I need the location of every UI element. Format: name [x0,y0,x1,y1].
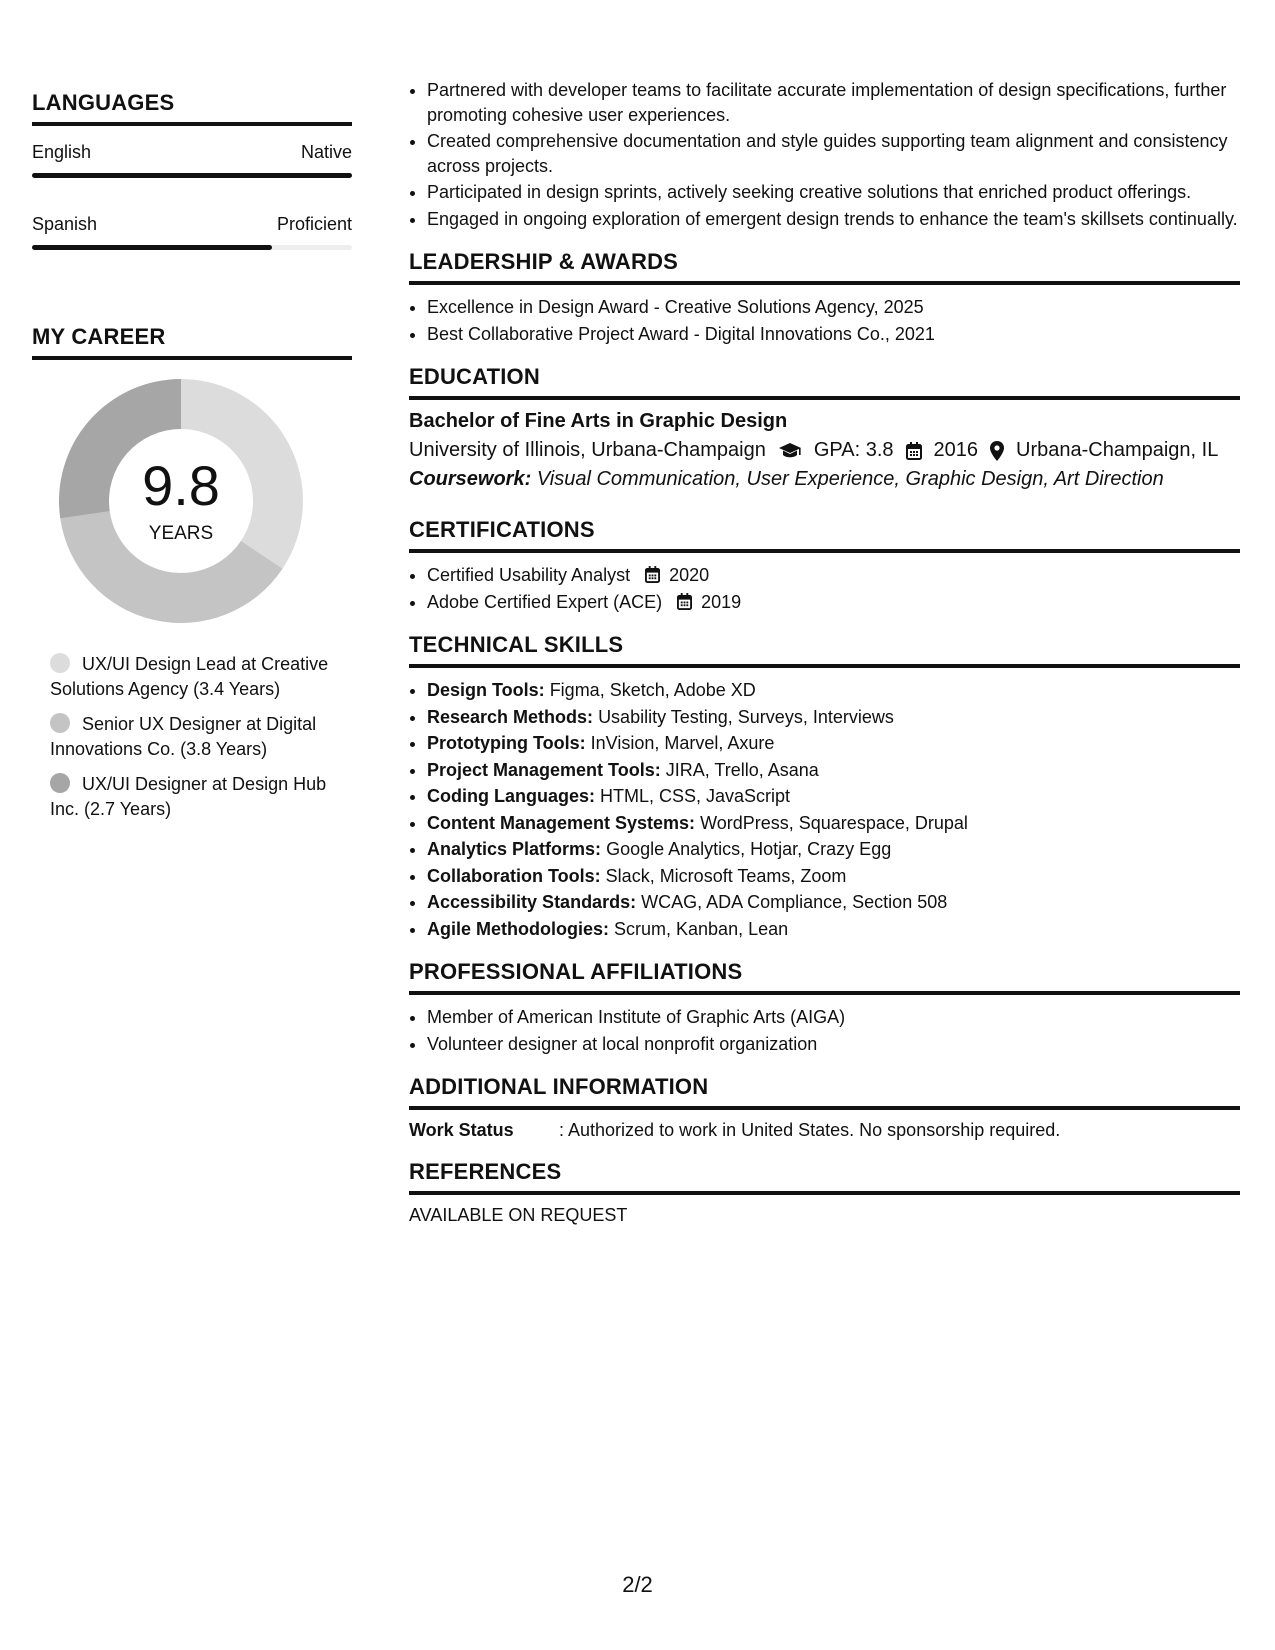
page-number: 2/2 [622,1572,653,1597]
additional-info-title: ADDITIONAL INFORMATION [409,1074,1240,1110]
skill-value: WordPress, Squarespace, Drupal [700,812,968,833]
skills-title: TECHNICAL SKILLS [409,632,1240,668]
skill-label: Research Methods: [427,706,594,727]
experience-bullet: • Participated in design sprints, actively seeking creative solutions that enriched product offerings. [427,180,1240,205]
award-item: • Excellence in Design Award - Creative Solutions Agency, 2025 [427,295,1240,320]
skill-label: Prototyping Tools: [427,733,586,753]
language-bar [32,173,352,178]
skill-value: Slack, Microsoft Teams, Zoom [605,865,847,886]
certification-year: 2020 [669,565,710,585]
certification-name: Certified Usability Analyst [427,565,631,585]
skill-item [427,731,1240,756]
education-school: University of Illinois, Urbana-Champaign [409,439,766,461]
legend-dot [50,773,70,793]
career-legend [50,652,330,822]
certification-name: Adobe Certified Expert (ACE) [427,591,663,612]
certifications-list [409,563,1240,614]
skill-item [427,784,1240,809]
calendar-icon [906,442,922,460]
calendar-icon [645,566,660,583]
affiliations-list [409,1005,1240,1056]
education-coursework [409,468,1240,491]
skill-label: Coding Languages: [427,786,595,806]
skill-item [427,811,1240,836]
legend-item [50,652,330,702]
career-total-unit: YEARS [148,523,214,544]
awards-list [409,295,1240,346]
education-entry [409,410,1240,491]
language-item [32,142,352,178]
work-status-label: Work Status [409,1120,514,1140]
skill-item [427,758,1240,783]
skill-item [427,705,1240,730]
experience-bullet: • Engaged in ongoing exploration of emergent design trends to enhance the team's skillsets continually. [427,207,1240,232]
skill-item [427,917,1240,942]
career-section [32,324,352,822]
coursework-label: Coursework: [409,468,532,490]
skill-label: Project Management Tools: [427,759,661,780]
legend-item [50,712,330,762]
skill-label: Accessibility Standards: [427,892,637,912]
experience-bullet: • Partnered with developer teams to facilitate accurate implementation of design specifications, further promoting cohesive user experiences. [427,78,1240,127]
skill-item [427,864,1240,889]
skill-label: Agile Methodologies: [427,918,609,939]
skill-item [427,890,1240,915]
work-status-value: : Authorized to work in United States. No sponsorship required. [559,1120,1061,1140]
education-degree: Bachelor of Fine Arts in Graphic Design [409,410,788,432]
language-name: Spanish [32,214,98,234]
education-details [409,439,1240,462]
experience-bullet: • Created comprehensive documentation and style guides supporting team alignment and consistency across projects. [427,129,1240,178]
education-location: Urbana-Champaign, IL [1016,439,1219,461]
skill-value: HTML, CSS, JavaScript [600,786,791,806]
experience-bullets [409,78,1240,231]
education-gpa: GPA: 3.8 [813,439,894,461]
awards-title: LEADERSHIP & AWARDS [409,249,1240,285]
references-title: REFERENCES [409,1159,1240,1195]
career-title: MY CAREER [32,324,352,360]
languages-section [32,90,352,250]
skill-item [427,837,1240,862]
references-text: AVAILABLE ON REQUEST [409,1205,628,1225]
award-item: • Best Collaborative Project Award - Digital Innovations Co., 2021 [427,322,1240,347]
affiliation-item: • Volunteer designer at local nonprofit organization [427,1032,1240,1057]
skill-label: Content Management Systems: [427,812,696,833]
skill-item [427,678,1240,703]
languages-title: LANGUAGES [32,90,352,126]
education-title: EDUCATION [409,364,1240,400]
skill-value: JIRA, Trello, Asana [665,759,819,780]
skills-list [409,678,1240,941]
calendar-icon [677,593,692,610]
language-item [32,214,352,250]
language-name: English [32,142,92,162]
education-year: 2016 [933,439,978,461]
career-total-value: 9.8 [142,454,220,517]
language-level: Proficient [276,214,352,234]
coursework-list: Visual Communication, User Experience, Graphic Design, Art Direction [536,468,1164,490]
language-bar [32,245,352,250]
work-status-row [409,1120,1240,1141]
skill-value: InVision, Marvel, Axure [590,733,775,753]
skill-label: Collaboration Tools: [427,865,601,886]
graduation-cap-icon [778,442,802,460]
skill-label: Design Tools: [427,680,545,700]
certification-item [427,563,1240,588]
certifications-title: CERTIFICATIONS [409,517,1240,553]
legend-label: Senior UX Designer at Digital Innovations Co. (3.8 Years) [50,714,317,759]
skill-label: Analytics Platforms: [427,839,602,859]
affiliations-title: PROFESSIONAL AFFILIATIONS [409,959,1240,995]
legend-label: UX/UI Designer at Design Hub Inc. (2.7 Years) [50,774,327,819]
skill-value: Google Analytics, Hotjar, Crazy Egg [606,839,892,859]
legend-item [50,772,330,822]
career-donut-chart [56,376,306,626]
affiliation-item: • Member of American Institute of Graphic Arts (AIGA) [427,1005,1240,1030]
left-column [32,90,352,832]
language-level: Native [300,142,352,162]
certification-year: 2019 [701,591,742,612]
skill-value: Usability Testing, Surveys, Interviews [598,706,894,727]
right-column [409,78,1240,1226]
certification-item [427,590,1240,615]
language-bar-fill [32,173,352,178]
language-bar-fill [32,245,272,250]
map-pin-icon [990,441,1004,461]
legend-dot [50,713,70,733]
legend-dot [50,653,70,673]
skill-value: Figma, Sketch, Adobe XD [549,680,756,700]
legend-label: UX/UI Design Lead at Creative Solutions Agency (3.4 Years) [50,654,329,699]
skill-value: Scrum, Kanban, Lean [614,918,789,939]
skill-value: WCAG, ADA Compliance, Section 508 [641,892,948,912]
